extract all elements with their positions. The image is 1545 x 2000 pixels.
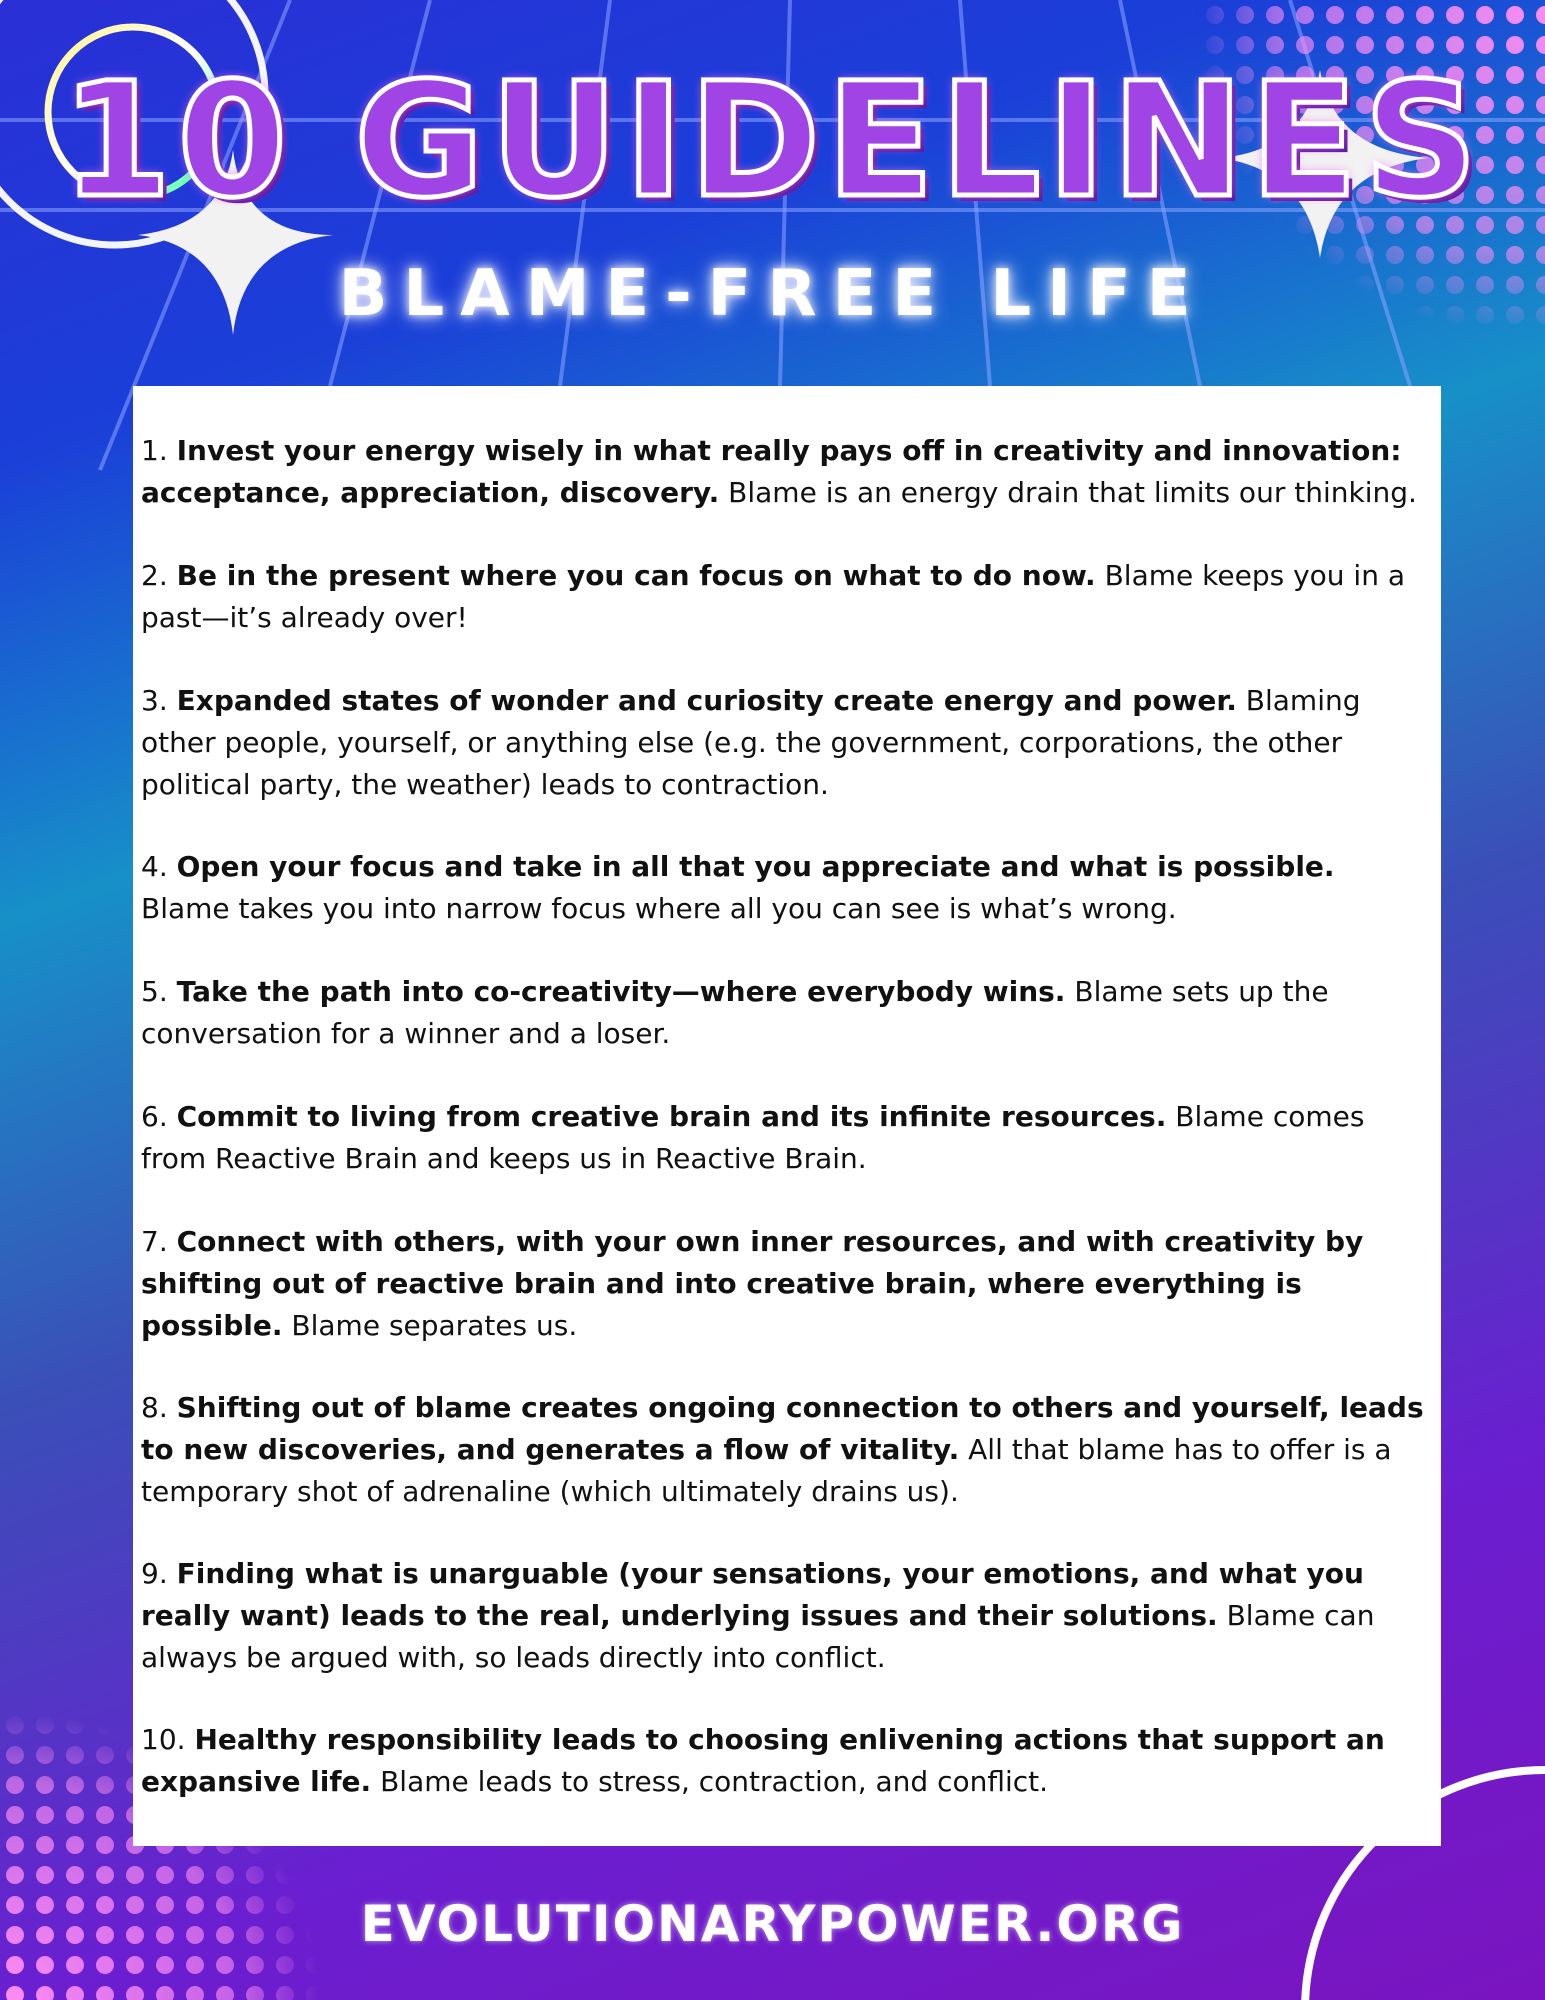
guideline-heading: Commit to living from creative brain and its infinite resources. (176, 1100, 1167, 1133)
guideline-item (141, 555, 1431, 639)
guideline-text: All that blame has to offer is a temporary shot of adrenaline (which ultimately drains us). (141, 1433, 1392, 1508)
guideline-heading: Healthy responsibility leads to choosing enlivening actions that support an expansive life. (141, 1723, 1385, 1798)
guideline-number: 5. (141, 975, 168, 1008)
guideline-heading: Invest your energy wisely in what really pays off in creativity and innovation: acceptance, appreciation, discovery. (141, 434, 1402, 509)
guideline-text: Blame leads to stress, contraction, and conflict. (380, 1765, 1049, 1798)
guideline-heading: Expanded states of wonder and curiosity create energy and power. (176, 684, 1237, 717)
guideline-number: 8. (141, 1391, 168, 1424)
guideline-item (141, 971, 1431, 1055)
guideline-number: 10. (141, 1723, 186, 1756)
guideline-item (141, 1719, 1431, 1803)
guidelines-card (133, 386, 1441, 1846)
page-subtitle: BLAME-FREE LIFE (338, 257, 1207, 331)
guideline-item (141, 1553, 1431, 1679)
guideline-text: Blame sets up the conversation for a winner and a loser. (141, 975, 1329, 1050)
guideline-number: 1. (141, 434, 168, 467)
page-title: 10 GUIDELINES (61, 49, 1484, 233)
guideline-item (141, 846, 1431, 930)
guideline-heading: Open your focus and take in all that you appreciate and what is possible. (176, 850, 1335, 883)
guideline-text: Blame comes from Reactive Brain and keeps us in Reactive Brain. (141, 1100, 1365, 1175)
guideline-text: Blame can always be argued with, so leads directly into conflict. (141, 1599, 1375, 1674)
guideline-number: 9. (141, 1557, 168, 1590)
guideline-item (141, 1221, 1431, 1347)
guideline-heading: Connect with others, with your own inner resources, and with creativity by shifting out of reactive brain and into creative brain, where everything is possible. (141, 1225, 1364, 1342)
guideline-item (141, 430, 1431, 514)
guideline-text: Blaming other people, yourself, or anything else (e.g. the government, corporations, the other political party, the weather) leads to contraction. (141, 684, 1361, 801)
guideline-number: 6. (141, 1100, 168, 1133)
guideline-item (141, 680, 1431, 806)
guideline-text: Blame takes you into narrow focus where all you can see is what’s wrong. (141, 892, 1177, 925)
guideline-heading: Be in the present where you can focus on what to do now. (176, 559, 1096, 592)
guideline-number: 4. (141, 850, 168, 883)
guideline-item (141, 1387, 1431, 1513)
website-link[interactable]: EVOLUTIONARYPOWER.ORG (360, 1895, 1185, 1953)
guideline-text: Blame keeps you in a past—it’s already over! (141, 559, 1406, 634)
guideline-number: 3. (141, 684, 168, 717)
guideline-text: Blame separates us. (291, 1309, 578, 1342)
guideline-heading: Finding what is unarguable (your sensations, your emotions, and what you really want) leads to the real, underlying issues and their solutions. (141, 1557, 1364, 1632)
guideline-heading: Take the path into co-creativity—where everybody wins. (176, 975, 1066, 1008)
guideline-item (141, 1096, 1431, 1180)
guideline-heading: Shifting out of blame creates ongoing connection to others and yourself, leads to new discoveries, and generates a flow of vitality. (141, 1391, 1424, 1466)
guideline-number: 2. (141, 559, 168, 592)
guideline-text: Blame is an energy drain that limits our thinking. (728, 476, 1417, 509)
guideline-number: 7. (141, 1225, 168, 1258)
